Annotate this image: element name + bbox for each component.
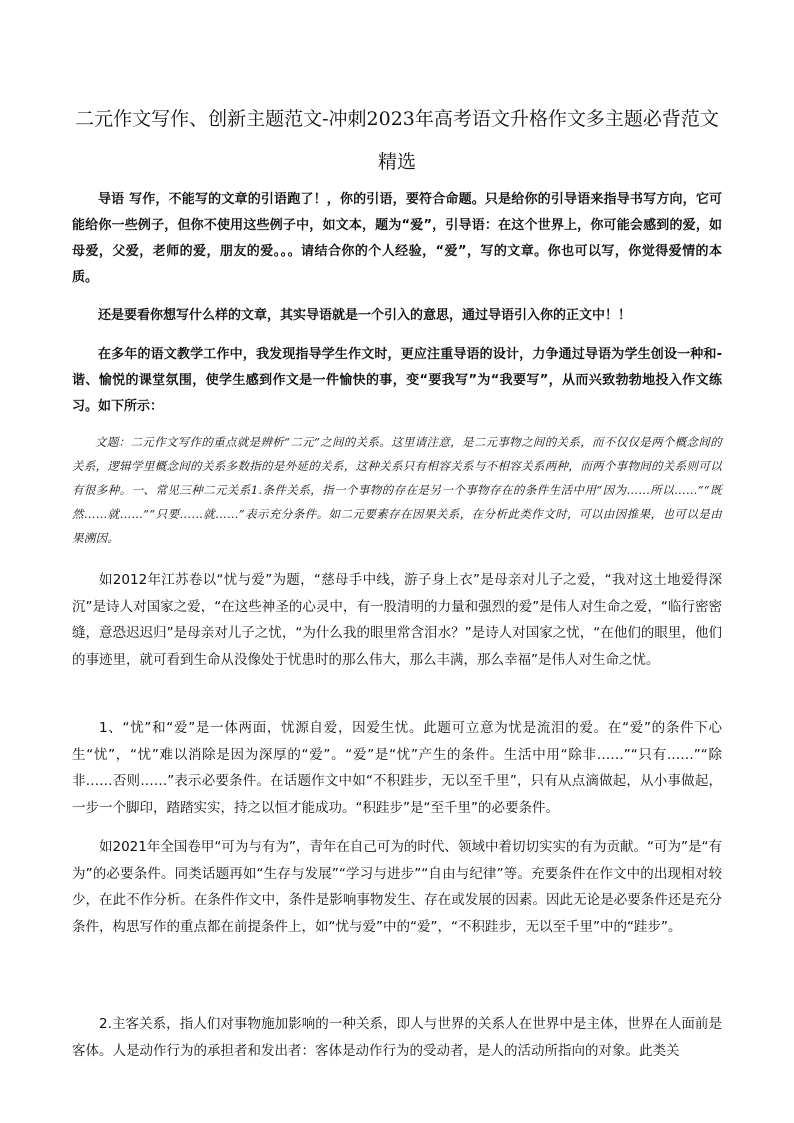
intro-paragraph: 导语 写作，不能写的文章的引语跑了！，你的引语，要符合命题。只是给你的引导语来指导书写方向，它可能给你一些例子，但你不使用这些例子中，如文本，题为“爱”，引导语：在这个世界上，你可能会感到的爱，如母爱，父爱，老师的爱，朋友的爱。。。请结合你的个人经验，“爱”，写的文章。你也可以写，你觉得爱情的本质。	[72, 192, 722, 285]
body-paragraph-condition: 1、“忧”和“爱”是一体两面，忧源自爱，因爱生忧。此题可立意为忧是流泪的爱。在“爱”的条件下心生“忧”，“忧”难以消除是因为深厚的“爱”。“爱”是“忧”产生的条件。生活中用“除非……”“只有……”“除非……否则……”表示必要条件。在话题作文中如“不积跬步，无以至千里”，只有从点滴做起，从小事做起，一步一个脚印，踏踏实实，持之以恒才能成功。“积跬步”是“至千里”的必要条件。	[72, 720, 722, 816]
body-paragraph-2021: 如2021年全国卷甲“可为与有为”，青年在自己可为的时代、领域中着切切实实的有为贡献。“可为”是“有为”的必要条件。同类话题再如“生存与发展”“学习与进步”“自由与纪律”等。充要条件在作文中的出现相对较少，在此不作分析。在条件作文中，条件是影响事物发生、存在或发展的因素。因此无论是必要条件还是充分条件，构思写作的重点都在前提条件上，如“忧与爱”中的“爱”，“不积跬步，无以至千里”中的“跬步”。	[72, 839, 722, 935]
teaching-paragraph: 在多年的语文教学工作中，我发现指导学生作文时，更应注重导语的设计，力争通过导语为学生创设一种和-谐、愉悦的课堂氛围，使学生感到作文是一件愉快的事，变“要我写”为“我要写”，从而兴致勃勃地投入作文练习。如下所示：	[72, 347, 722, 414]
guide-paragraph: 还是要看你想写什么样的文章，其实导语就是一个引入的意思，通过导语引入你的正文中！！	[98, 308, 632, 323]
document-title: 二元作文写作、创新主题范文-冲刺2023年高考语文升格作文多主题必背范文精选	[75, 108, 719, 173]
essay-prompt-paragraph: 文题：二元作文写作的重点就是辨析“二元”之间的关系。这里请注意，是二元事物之间的关系，而不仅仅是两个概念间的关系，逻辑学里概念间的关系多数指的是外延的关系，这种关系只有相容关系与不相容关系两种，而两个事物间的关系则可以有很多种。一、常见三种二元关系1.条件关系，指一个事物的存在是另一个事物存在的条件生活中用“因为……所以……”“既然……就……”“只要……就……”表示充分条件。如二元要素存在因果关系，在分析此类作文时，可以由因推果，也可以是由果溯因。	[72, 435, 722, 545]
body-paragraph-subject-object: 2.主客关系，指人们对事物施加影响的一种关系，即人与世界的关系人在世界中是主体，世界在人面前是客体。人是动作行为的承担者和发出者：客体是动作行为的受动者，是人的活动所指向的对象。此类关	[72, 1016, 722, 1059]
body-paragraph-jiangsu: 如2012年江苏卷以“忧与爱”为题，“慈母手中线，游子身上衣”是母亲对儿子之爱，“我对这土地爱得深沉”是诗人对国家之爱，“在这些神圣的心灵中，有一股清明的力量和强烈的爱”是伟人对生命之爱，“临行密密缝，意恐迟迟归”是母亲对儿子之忧，“为什么我的眼里常含泪水？”是诗人对国家之忧，“在他们的眼里，他们的事迹里，就可看到生命从没像处于忧患时的那么伟大，那么丰满，那么幸福”是伟人对生命之忧。	[72, 572, 722, 668]
